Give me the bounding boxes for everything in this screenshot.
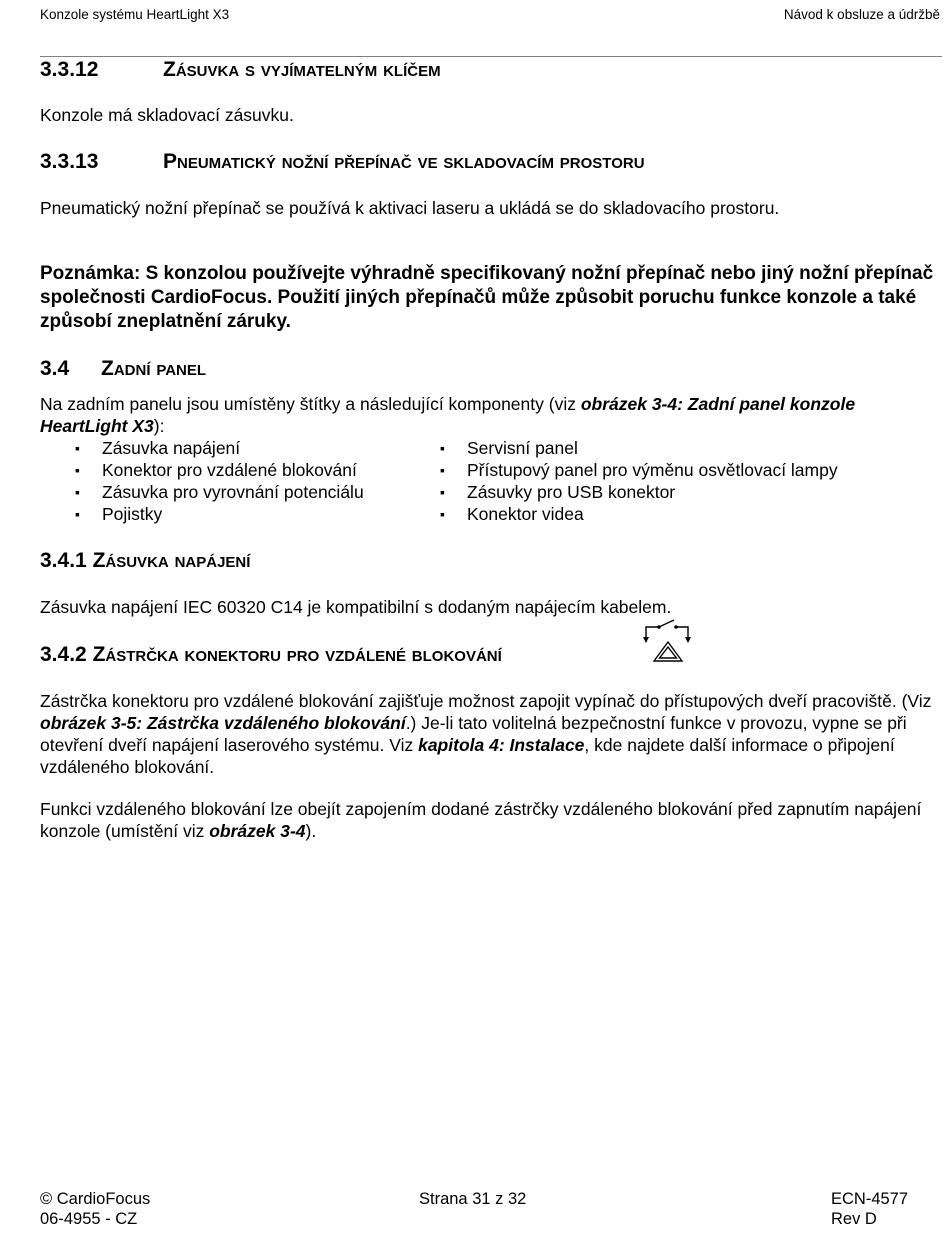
component-list-right — [440, 437, 920, 525]
paragraph-3-4-intro — [40, 393, 935, 437]
list-item: ▪ Konektor pro vzdálené blokování — [75, 459, 435, 481]
footer-ecn: ECN-4577 — [831, 1190, 909, 1208]
list-item: ▪ Pojistky — [75, 503, 435, 525]
list-item: ▪ Servisní panel — [440, 437, 920, 459]
list-item: ▪ Zásuvky pro USB konektor — [440, 481, 920, 503]
footer-copyright: © CardioFocus — [40, 1190, 151, 1208]
heading-3-3-13 — [40, 150, 645, 174]
paragraph-3-3-12: Konzole má skladovací zásuvku. — [40, 105, 294, 125]
heading-title: Zástrčka konektoru pro vzdálené blokování — [92, 643, 502, 666]
paragraph-text: Funkci vzdáleného blokování lze obejít zapojením dodané zástrčky vzdáleného blokování před zapnutím napájení konzole (umístění viz — [40, 799, 922, 841]
heading-number: 3.3.12 — [40, 58, 99, 81]
heading-title: Pneumatický nožní přepínač ve skladovacím prostoru — [163, 150, 645, 173]
paragraph-text: .) Je-li tato volitelná bezpečnostní funkce v provozu, vypne se při otevření dveří napájení laserového systému. Viz — [40, 713, 907, 755]
heading-title: Zadní panel — [101, 357, 207, 380]
figure-reference-3-5: obrázek 3-5: Zástrčka vzdáleného blokování — [40, 713, 406, 733]
heading-title: Zásuvka napájení — [92, 549, 251, 572]
paragraph-3-4-1: Zásuvka napájení IEC 60320 C14 je kompatibilní s dodaným napájecím kabelem. — [40, 597, 672, 617]
footer-right — [831, 1189, 908, 1229]
figure-reference-3-4: obrázek 3-4: Zadní panel konzole HeartLight X3 — [40, 394, 856, 436]
heading-3-4 — [40, 357, 206, 381]
paragraph-text: , kde najdete další informace o připojení vzdáleného blokování. — [40, 735, 895, 777]
heading-3-4-2 — [40, 643, 502, 667]
list-item: ▪ Zásuvka pro vyrovnání potenciálu — [75, 481, 435, 503]
warning-note: Poznámka: S konzolou používejte výhradně specifikovaný nožní přepínač nebo jiný nožní přepínač společnosti CardioFocus. Použití jiných přepínačů může způsobit poruchu funkce konzole a také způsobí zneplatnění záruky. — [40, 263, 934, 332]
heading-number: 3.4 — [40, 357, 70, 380]
footer-document-number: 06-4955 - CZ — [40, 1210, 138, 1228]
header-section-title: Návod k obsluze a údržbě — [783, 7, 940, 22]
footer-revision: Rev D — [831, 1210, 877, 1228]
paragraph-3-3-13: Pneumatický nožní přepínač se používá k aktivaci laseru a ukládá se do skladovacího prostoru. — [40, 198, 780, 218]
heading-number: 3.3.13 — [40, 150, 99, 173]
heading-number: 3.4.1 — [40, 549, 87, 572]
chapter-reference-4: kapitola 4: Instalace — [418, 735, 585, 755]
list-item: ▪ Zásuvka napájení — [75, 437, 435, 459]
list-item: ▪ Přístupový panel pro výměnu osvětlovací lampy — [440, 459, 920, 481]
header-document-title: Konzole systému HeartLight X3 — [40, 7, 230, 22]
paragraph-3-4-2-a — [40, 690, 935, 778]
list-item: ▪ Konektor videa — [440, 503, 920, 525]
page-number: Strana 31 z 32 — [419, 1190, 527, 1208]
heading-3-4-1 — [40, 549, 250, 573]
footer-left — [40, 1189, 150, 1229]
intro-text-end: ): — [153, 416, 165, 436]
paragraph-text: Zástrčka konektoru pro vzdálené blokování zajišťuje možnost zapojit vypínač do přístupových dveří pracoviště. (Viz — [40, 691, 932, 711]
header-divider — [40, 56, 942, 57]
heading-3-3-12 — [40, 58, 441, 82]
intro-text: Na zadním panelu jsou umístěny štítky a následující komponenty (viz — [40, 394, 581, 414]
heading-number: 3.4.2 — [40, 643, 87, 666]
paragraph-3-4-2-b — [40, 798, 935, 842]
interlock-icon — [640, 616, 696, 671]
component-list-left — [75, 437, 435, 525]
heading-title: Zásuvka s vyjímatelným klíčem — [163, 58, 441, 81]
paragraph-text: ). — [305, 821, 317, 841]
figure-reference-3-4: obrázek 3-4 — [209, 821, 306, 841]
